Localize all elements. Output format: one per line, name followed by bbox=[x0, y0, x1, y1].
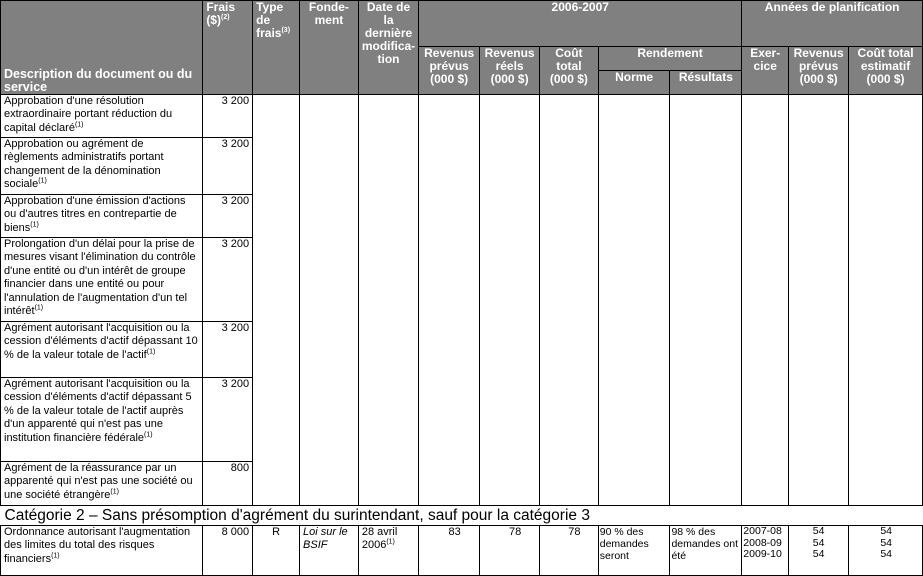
row-description: Agrément autorisant l'acquisition ou la cession d'éléments d'actif dépassant 5 % de la valeur totale de l'actif auprès d'un apparenté qui n'est pas une institution financière fédérale$^{(1)}$ bbox=[1, 378, 203, 462]
row-description: Agrément de la réassurance par un apparenté qui n'est pas une société ou une société étrangère$^{(1)}$ bbox=[1, 462, 203, 506]
header-planning-group: Années de planification bbox=[742, 1, 923, 47]
row-cout-total: 78 bbox=[540, 526, 599, 576]
header-exercice: Exer-cice bbox=[742, 47, 789, 95]
row-revenus-reels: 78 bbox=[480, 526, 540, 576]
row-fee: 3 200 bbox=[203, 195, 253, 238]
header-resultats: Résultats bbox=[670, 71, 742, 95]
row-type: R bbox=[253, 526, 300, 576]
row-fee: 3 200 bbox=[203, 378, 253, 462]
header-type-frais: Type de frais$^{(3)}$ bbox=[253, 1, 300, 95]
row-revenus-prevus: 83 bbox=[419, 526, 480, 576]
table-row bbox=[1, 95, 923, 138]
row-description: Ordonnance autorisant l'augmentation des limites du total des risques financiers$^{(1)}$ bbox=[1, 526, 203, 576]
row-fee: 3 200 bbox=[203, 238, 253, 322]
row-description: Approbation ou agrément de règlements administratifs portant changement de la dénomination sociale$^{(1)}$ bbox=[1, 138, 203, 195]
row-resultats: 98 % des demandes ont été bbox=[670, 526, 742, 576]
header-revenus-reels: Revenus réels (000 $) bbox=[480, 47, 540, 95]
row-fee: 800 bbox=[203, 462, 253, 506]
row-fee: 8 000 bbox=[203, 526, 253, 576]
header-frais: Frais ($)$^{(2)}$ bbox=[203, 1, 253, 95]
header-plan-cout: Coût total estimatif (000 $) bbox=[849, 47, 923, 95]
row-plan-revenus: 54 54 54 bbox=[789, 526, 849, 576]
row-fee: 3 200 bbox=[203, 138, 253, 195]
header-rendement: Rendement bbox=[598, 47, 742, 71]
row-norme: 90 % des demandes seront bbox=[598, 526, 670, 576]
header-description: Description du document ou du service bbox=[1, 1, 203, 95]
row-description: Approbation d'une résolution extraordinaire portant réduction du capital déclaré$^{(1)}$ bbox=[1, 95, 203, 138]
header-norme: Norme bbox=[598, 71, 670, 95]
row-description: Prolongation d'un délai pour la prise de mesures visant l'élimination du contrôle d'une entité ou d'un intérêt de groupe financier dans une entité ou pour l'annulation de l'augmentation d'un tel intérêt$^{(1)}$ bbox=[1, 238, 203, 322]
row-years: 2007-08 2008-09 2009-10 bbox=[742, 526, 789, 576]
header-revenus-prevus: Revenus prévus (000 $) bbox=[419, 47, 480, 95]
category-heading: Catégorie 2 – Sans présomption d'agrément du surintendant, sauf pour la catégorie 3 bbox=[1, 506, 923, 526]
row-basis: Loi sur le BSIF bbox=[300, 526, 359, 576]
header-cout-total: Coût total (000 $) bbox=[540, 47, 599, 95]
row-description: Agrément autorisant l'acquisition ou la cession d'éléments d'actif dépassant 10 % de la valeur totale de l'actif$^{(1)}$ bbox=[1, 322, 203, 378]
header-plan-revenus: Revenus prévus (000 $) bbox=[789, 47, 849, 95]
header-fondement: Fonde-ment bbox=[300, 1, 359, 95]
row-plan-cout: 54 54 54 bbox=[849, 526, 923, 576]
row-description: Approbation d'une émission d'actions ou d'autres titres en contrepartie de biens$^{(1)}$ bbox=[1, 195, 203, 238]
row-date: 28 avril 2006$^{(1)}$ bbox=[358, 526, 418, 576]
header-year-group: 2006-2007 bbox=[419, 1, 742, 47]
header-date-modification: Date de la dernière modifica-tion bbox=[358, 1, 418, 95]
row-fee: 3 200 bbox=[203, 322, 253, 378]
table-row bbox=[1, 526, 923, 576]
row-fee: 3 200 bbox=[203, 95, 253, 138]
